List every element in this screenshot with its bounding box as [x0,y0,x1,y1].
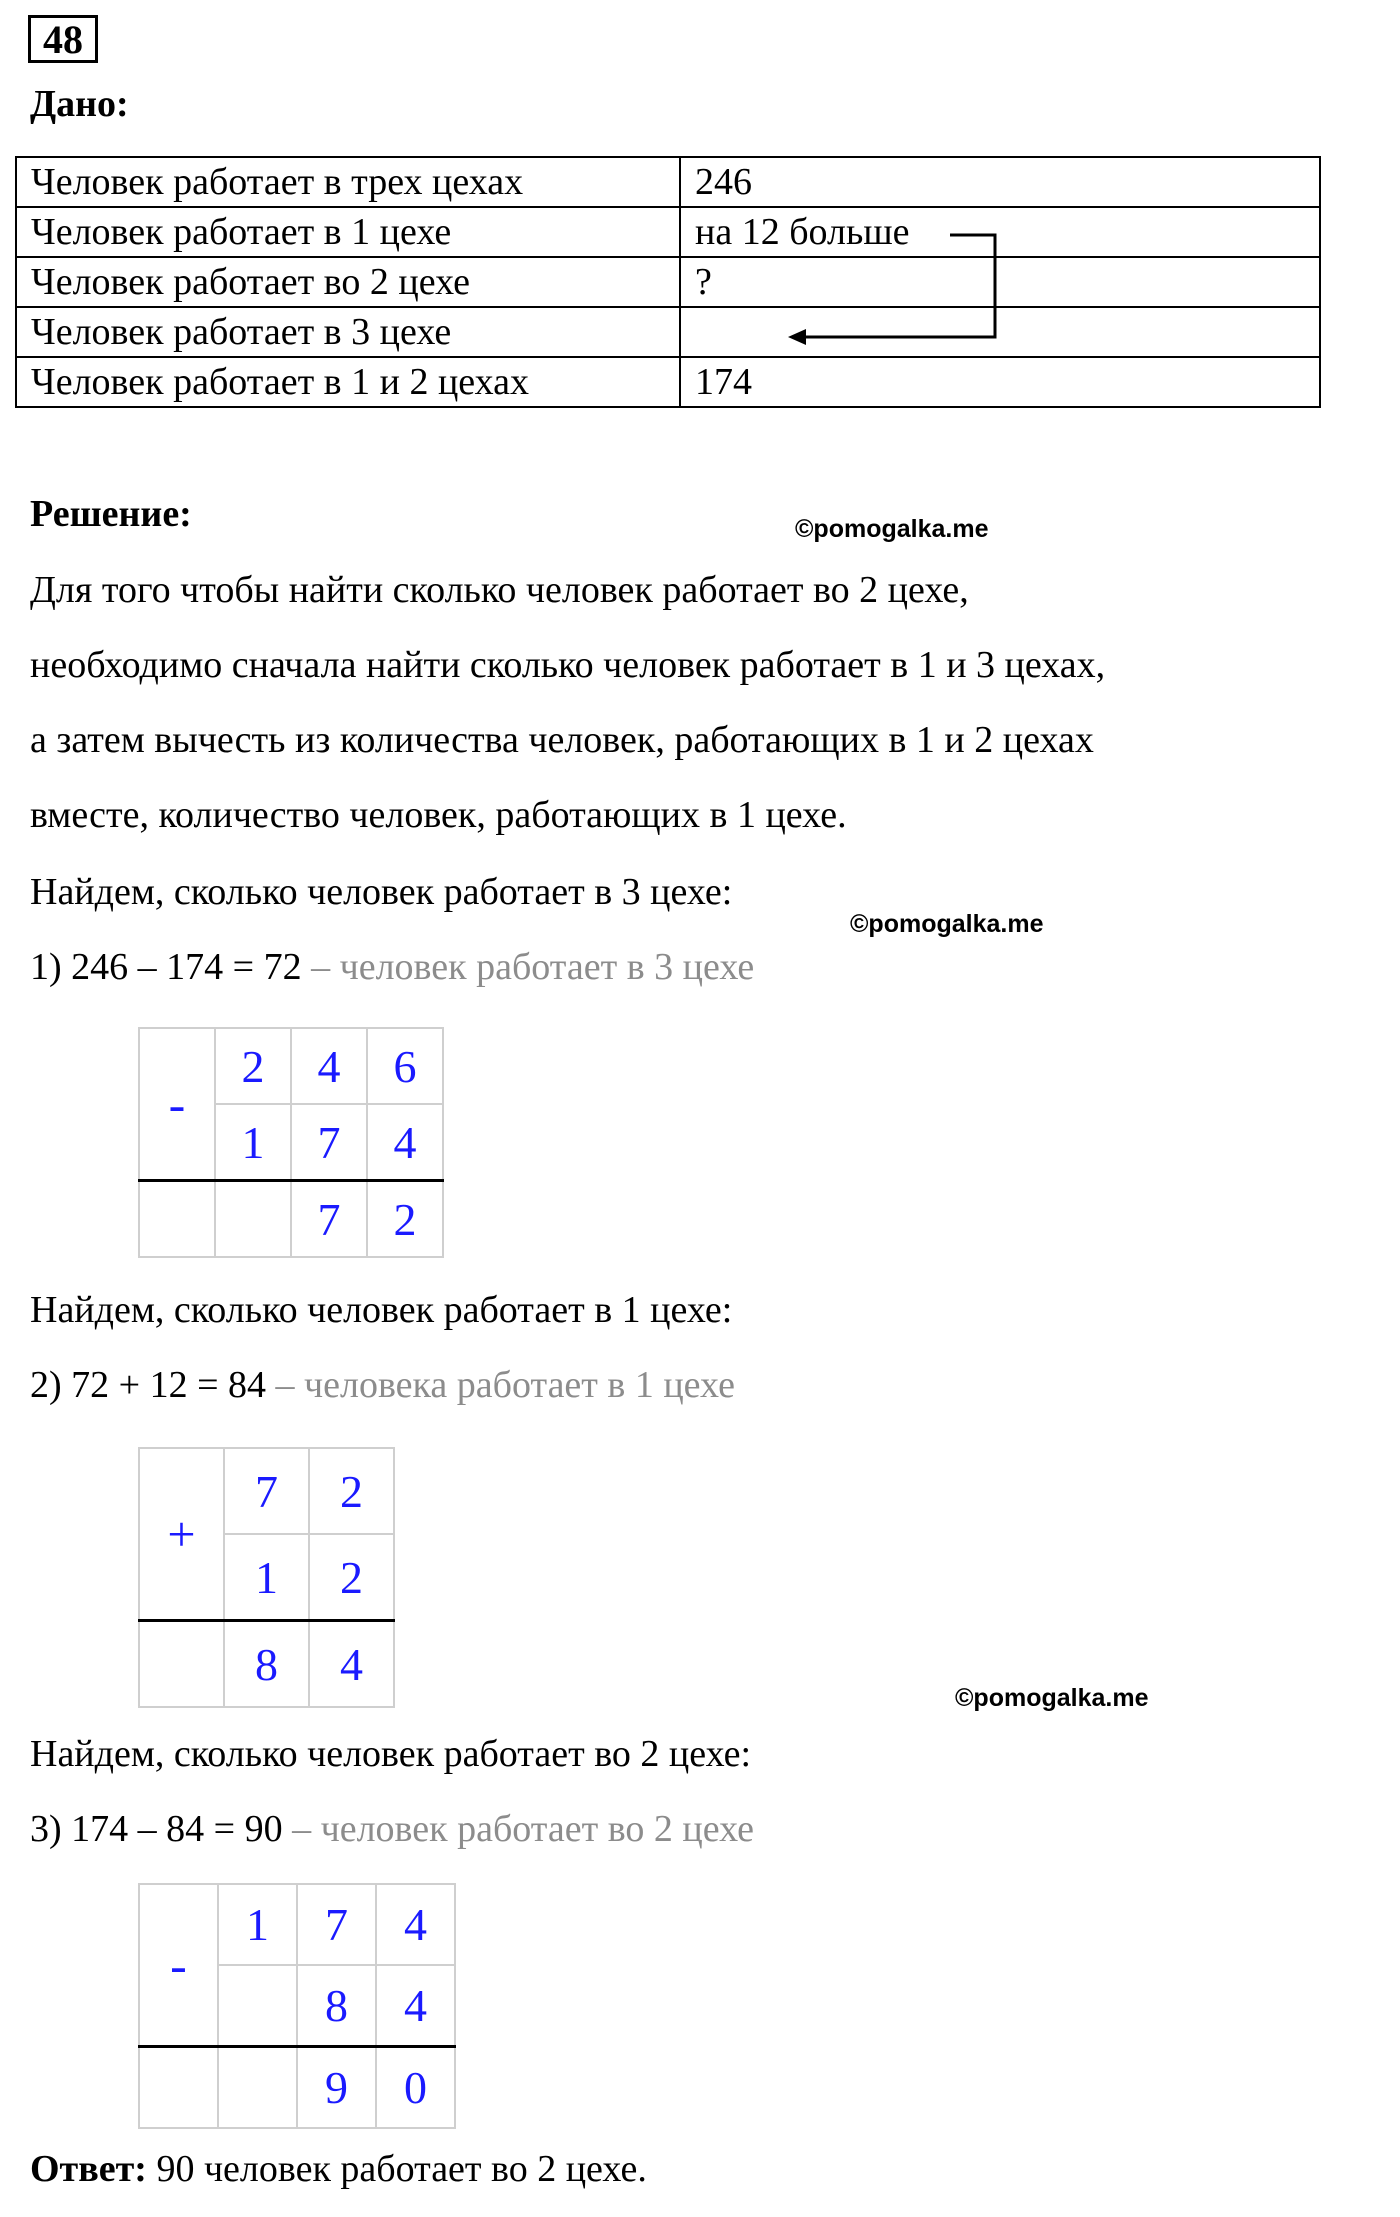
given-value: 174 [680,357,1320,407]
operator-sign: + [139,1448,224,1621]
watermark: ©pomogalka.me [955,1684,1149,1712]
given-value: ? [680,257,1320,307]
digit-cell [218,1965,297,2047]
digit-cell [215,1181,291,1258]
digit-cell [139,1621,224,1708]
step-intro: Найдем, сколько человек работает во 2 цехе: [30,1733,752,1775]
solution-heading: Решение: [30,493,192,535]
step-expression [30,945,754,989]
answer [30,2147,647,2191]
digit-cell: 7 [291,1104,367,1181]
watermark: ©pomogalka.me [850,910,1044,938]
digit-cell: 4 [376,1965,455,2047]
digit-cell: 7 [297,1884,376,1965]
given-label: Человек работает во 2 цехе [16,257,680,307]
given-row [16,357,1320,407]
expression-note: – человек работает во 2 цехе [282,1808,754,1850]
digit-cell: 4 [291,1028,367,1104]
step-intro: Найдем, сколько человек работает в 3 цехе: [30,871,733,913]
expression: 2) 72 + 12 = 84 [30,1364,267,1406]
step-expression [30,1807,754,1851]
relation-arrow [780,225,1010,345]
given-row [16,207,1320,257]
digit-cell [139,1181,215,1258]
digit-cell: 1 [218,1884,297,1965]
step-expression [30,1363,735,1407]
expression: 1) 246 – 174 = 72 [30,946,302,988]
expression-note: – человека работает в 1 цехе [266,1364,735,1406]
digit-cell: 4 [309,1621,394,1708]
given-value: на 12 больше [680,207,1320,257]
digit-cell: 2 [309,1534,394,1621]
digit-cell: 4 [367,1104,443,1181]
column-calculation [138,1447,395,1708]
digit-cell: 9 [297,2047,376,2129]
given-heading: Дано: [30,83,129,125]
paragraph-line: необходимо сначала найти сколько человек работает в 1 и 3 цехах, [30,644,1106,686]
digit-cell: 2 [367,1181,443,1258]
digit-cell [139,2047,218,2129]
answer-label: Ответ: [30,2148,147,2190]
digit-cell: 7 [224,1448,309,1534]
paragraph-line: вместе, количество человек, работающих в 1 цехе. [30,794,847,836]
given-value: 246 [680,157,1320,207]
given-row [16,307,1320,357]
digit-cell: 1 [215,1104,291,1181]
operator-sign: - [139,1884,218,2047]
given-label: Человек работает в 1 и 2 цехах [16,357,680,407]
digit-cell: 6 [367,1028,443,1104]
given-label: Человек работает в 3 цехе [16,307,680,357]
paragraph-line: а затем вычесть из количества человек, работающих в 1 и 2 цехах [30,719,1094,761]
given-row [16,157,1320,207]
digit-cell: 2 [215,1028,291,1104]
digit-cell: 8 [224,1621,309,1708]
given-label: Человек работает в трех цехах [16,157,680,207]
digit-cell: 0 [376,2047,455,2129]
expression: 3) 174 – 84 = 90 [30,1808,283,1850]
given-table [15,156,1321,408]
step-intro: Найдем, сколько человек работает в 1 цехе: [30,1289,733,1331]
given-label: Человек работает в 1 цехе [16,207,680,257]
digit-cell [218,2047,297,2129]
given-row [16,257,1320,307]
operator-sign: - [139,1028,215,1181]
watermark: ©pomogalka.me [795,515,989,543]
column-calculation [138,1027,444,1258]
digit-cell: 8 [297,1965,376,2047]
task-number: 48 [28,15,98,63]
expression-note: – человек работает в 3 цехе [301,946,755,988]
answer-text: 90 человек работает во 2 цехе. [146,2148,647,2190]
paragraph-line: Для того чтобы найти сколько человек работает во 2 цехе, [30,569,969,611]
digit-cell: 4 [376,1884,455,1965]
column-calculation [138,1883,456,2129]
digit-cell: 1 [224,1534,309,1621]
digit-cell: 2 [309,1448,394,1534]
digit-cell: 7 [291,1181,367,1258]
